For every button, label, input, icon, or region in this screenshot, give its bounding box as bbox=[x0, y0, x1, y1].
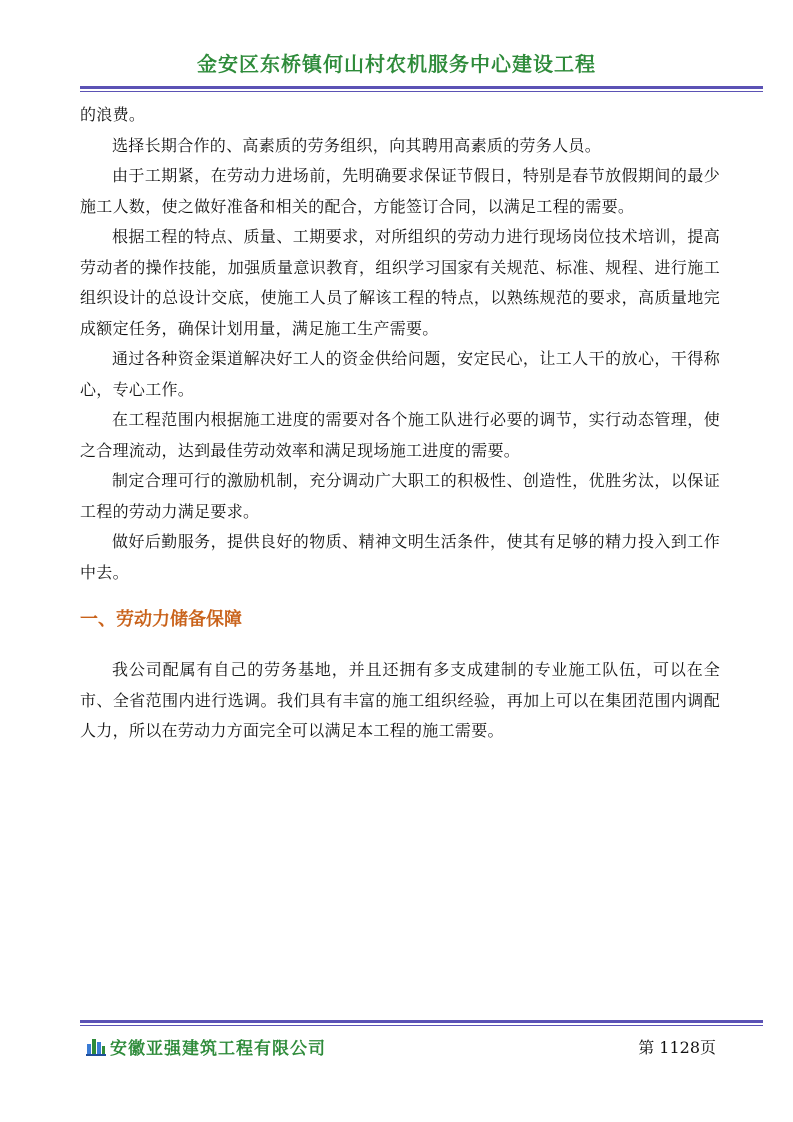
paragraph: 制定合理可行的激励机制，充分调动广大职工的积极性、创造性，优胜劣汰，以保证工程的劳动力满足要求。 bbox=[80, 471, 720, 521]
header-rule-thick bbox=[80, 86, 763, 89]
header-rule-thin bbox=[80, 91, 763, 92]
footer-rule-thick bbox=[80, 1020, 763, 1023]
footer-company-name: 安徽亚强建筑工程有限公司 bbox=[110, 1038, 326, 1059]
section-heading: 一、劳动力储备保障 bbox=[80, 609, 242, 630]
paragraph: 通过各种资金渠道解决好工人的资金供给问题，安定民心，让工人干的放心，干得称心，专心工作。 bbox=[80, 349, 720, 399]
paragraph: 做好后勤服务，提供良好的物质、精神文明生活条件，使其有足够的精力投入到工作中去。 bbox=[80, 532, 720, 582]
paragraph: 我公司配属有自己的劳务基地，并且还拥有多支成建制的专业施工队伍，可以在全市、全省范围内进行选调。我们具有丰富的施工组织经验，再加上可以在集团范围内调配人力，所以在劳动力方面完全可以满足本工程的施工需要。 bbox=[80, 660, 720, 740]
company-logo-icon bbox=[86, 1036, 106, 1056]
page-header-title: 金安区东桥镇何山村农机服务中心建设工程 bbox=[197, 52, 596, 76]
footer-rule-thin bbox=[80, 1025, 763, 1026]
page-number: 第 1128页 bbox=[638, 1037, 716, 1057]
paragraph: 在工程范围内根据施工进度的需要对各个施工队进行必要的调节，实行动态管理，使之合理流动，达到最佳劳动效率和满足现场施工进度的需要。 bbox=[80, 410, 720, 460]
paragraph: 由于工期紧，在劳动力进场前，先明确要求保证节假日，特别是春节放假期间的最少施工人数，使之做好准备和相关的配合，方能签订合同，以满足工程的需要。 bbox=[80, 166, 720, 216]
page-footer bbox=[86, 1031, 716, 1061]
document-body bbox=[80, 100, 720, 747]
paragraph: 选择长期合作的、高素质的劳务组织，向其聘用高素质的劳务人员。 bbox=[112, 135, 602, 155]
paragraph: 的浪费。 bbox=[80, 105, 146, 124]
paragraph: 根据工程的特点、质量、工期要求，对所组织的劳动力进行现场岗位技术培训，提高劳动者的操作技能，加强质量意识教育，组织学习国家有关规范、标准、规程、进行施工组织设计的总设计交底，使施工人员了解该工程的特点，以熟练规范的要求，高质量地完成额定任务，确保计划用量，满足施工生产需要。 bbox=[80, 227, 720, 338]
